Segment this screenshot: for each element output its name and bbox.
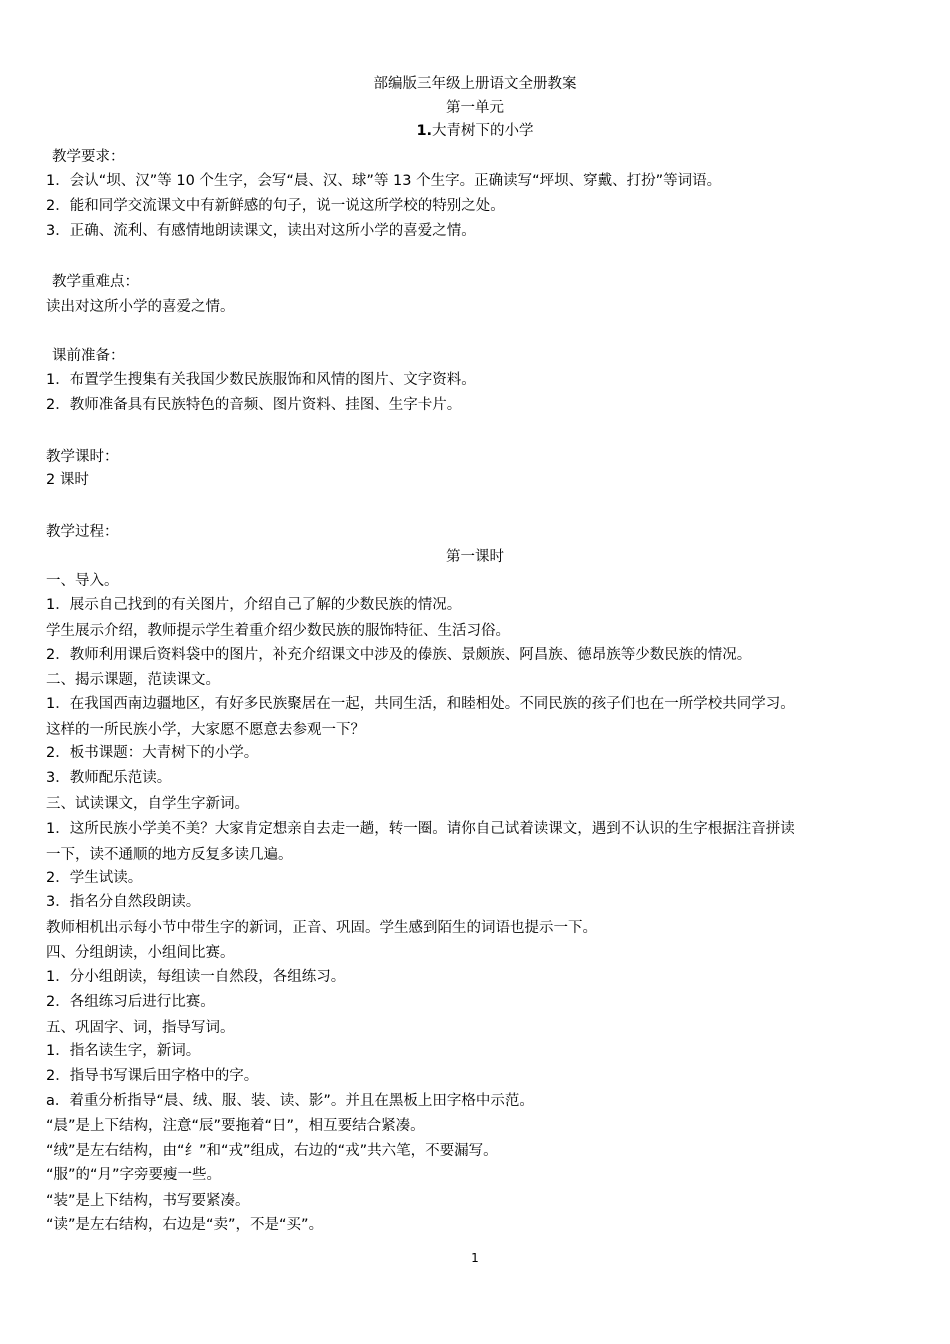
preparation-item-1: 1．布置学生搜集有关我国少数民族服饰和风情的图片、文字资料。: [46, 372, 476, 388]
session-heading: 第一课时: [446, 549, 504, 565]
process-heading: 教学过程：: [46, 524, 119, 540]
process-line: 3．教师配乐范读。: [46, 770, 172, 786]
process-line: 2．学生试读。: [46, 870, 143, 886]
process-line: “服”的“月”字旁要瘦一些。: [46, 1167, 222, 1183]
lesson-heading: [0, 121, 950, 141]
process-line: “装”是上下结构，书写要紧凑。: [46, 1193, 250, 1209]
process-line: 3．指名分自然段朗读。: [46, 894, 201, 910]
key-points-text: 读出对这所小学的喜爱之情。: [46, 299, 235, 315]
unit-heading: 第一单元: [446, 100, 504, 116]
document-title: 部编版三年级上册语文全册教案: [373, 76, 577, 92]
process-line: 1．在我国西南边疆地区，有好多民族聚居在一起，共同生活，和睦相处。不同民族的孩子们也在一所学校共同学习。: [46, 696, 795, 712]
lesson-number: 1.: [416, 123, 433, 139]
process-line: “晨”是上下结构，注意“辰”要拖着“日”，相互要结合紧凑。: [46, 1118, 425, 1134]
process-line: 三、试读课文，自学生字新词。: [46, 796, 249, 812]
preparation-item-2: 2．教师准备具有民族特色的音频、图片资料、挂图、生字卡片。: [46, 397, 462, 413]
key-points-heading: 教学重难点：: [52, 274, 139, 290]
process-line: 2．教师利用课后资料袋中的图片，补充介绍课文中涉及的傣族、景颇族、阿昌族、德昂族等少数民族的情况。: [46, 647, 752, 663]
process-line: 学生展示介绍，教师提示学生着重介绍少数民族的服饰特征、生活习俗。: [46, 623, 510, 639]
process-line: 1．指名读生字，新词。: [46, 1043, 201, 1059]
page-number: 1: [471, 1251, 479, 1265]
process-line: 2．指导书写课后田字格中的字。: [46, 1068, 259, 1084]
process-line: 1．这所民族小学美不美？大家肯定想亲自去走一趟，转一圈。请你自己试着读课文，遇到不认识的生字根据注音拼读: [46, 821, 795, 837]
requirement-item-1: 1．会认“坝、汉”等 10 个生字，会写“晨、汉、球”等 13 个生字。正确读写“坪坝、穿戴、打扮”等词语。: [46, 173, 722, 189]
requirement-item-3: 3．正确、流利、有感情地朗读课文，读出对这所小学的喜爱之情。: [46, 223, 476, 239]
lesson-title: 大青树下的小学: [432, 123, 534, 139]
hours-heading: 教学课时：: [46, 449, 119, 465]
hours-text: 2 课时: [46, 472, 89, 488]
process-line: “绒”是左右结构，由“纟”和“戎”组成，右边的“戎”共六笔，不要漏写。: [46, 1143, 498, 1159]
process-line: 五、巩固字、词，指导写词。: [46, 1020, 235, 1036]
process-line: 这样的一所民族小学，大家愿不愿意去参观一下？: [46, 722, 365, 738]
process-line: a．着重分析指导“晨、绒、服、装、读、影”。并且在黑板上田字格中示范。: [46, 1093, 534, 1109]
requirement-item-2: 2．能和同学交流课文中有新鲜感的句子，说一说这所学校的特别之处。: [46, 198, 505, 214]
process-line: 1．展示自己找到的有关图片，介绍自己了解的少数民族的情况。: [46, 597, 462, 613]
preparation-heading: 课前准备：: [52, 348, 125, 364]
process-line: 1．分小组朗读，每组读一自然段，各组练习。: [46, 969, 346, 985]
process-line: 教师相机出示每小节中带生字的新词，正音、巩固。学生感到陌生的词语也提示一下。: [46, 920, 597, 936]
process-line: 一、导入。: [46, 573, 119, 589]
process-line: 四、分组朗读，小组间比赛。: [46, 945, 235, 961]
process-line: 一下，读不通顺的地方反复多读几遍。: [46, 847, 293, 863]
process-line: 2．板书课题：大青树下的小学。: [46, 745, 259, 761]
requirements-heading: 教学要求：: [52, 149, 125, 165]
process-line: 2．各组练习后进行比赛。: [46, 994, 215, 1010]
process-line: “读”是左右结构，右边是“卖”，不是“买”。: [46, 1217, 324, 1233]
process-line: 二、揭示课题，范读课文。: [46, 672, 220, 688]
